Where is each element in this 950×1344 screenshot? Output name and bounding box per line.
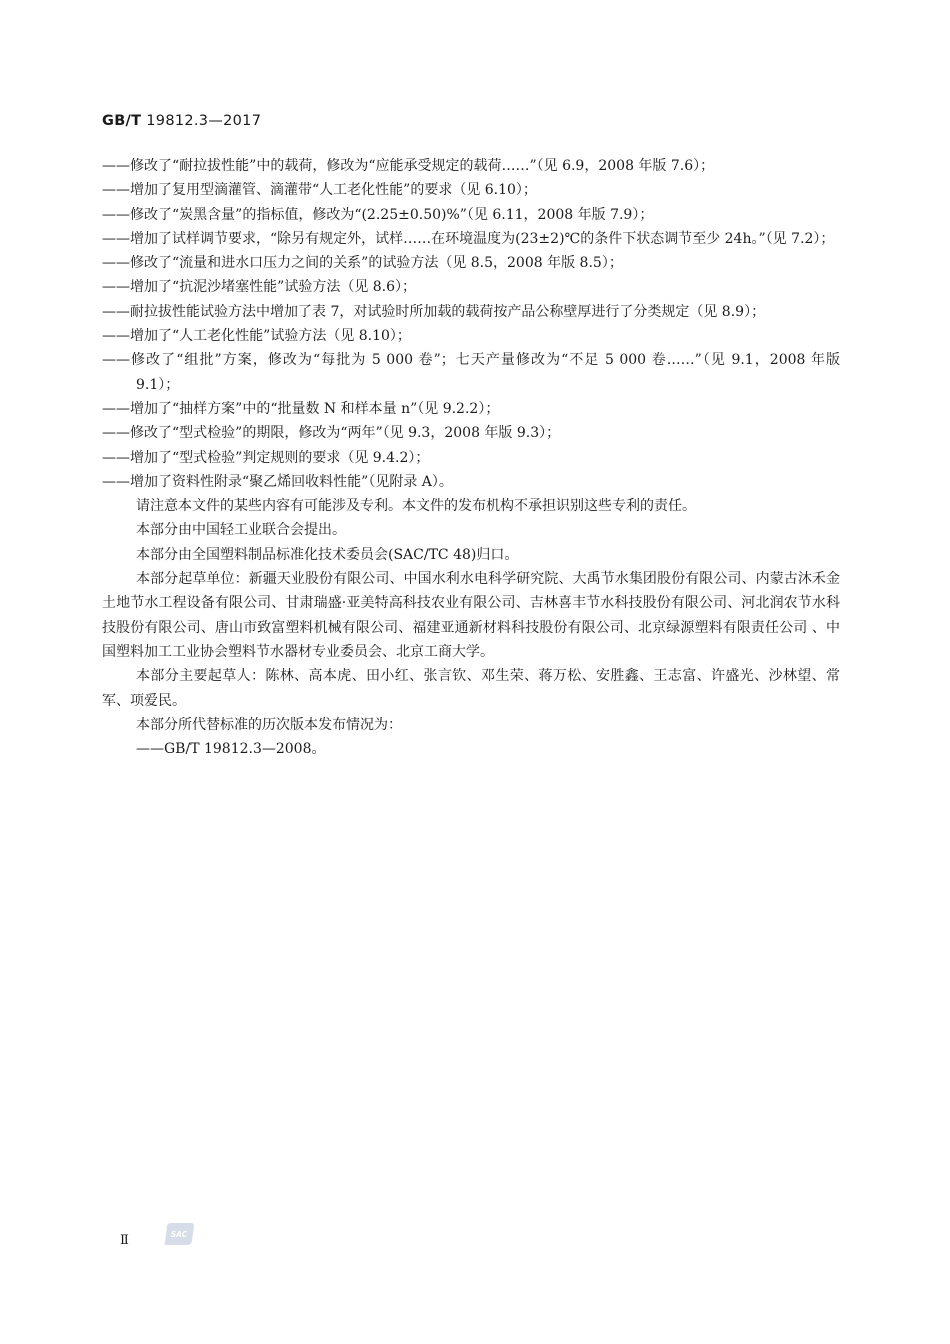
change-item: ——修改了“炭黑含量”的指标值，修改为“(2.25±0.50)%”（见 6.11，2008 年版 7.9）； xyxy=(102,206,654,223)
main-drafters: 本部分主要起草人：陈林、高本虎、田小红、张言钦、邓生荣、蒋万松、安胜鑫、王志富、许盛光、沙林望、常军、项爱民。 xyxy=(102,668,840,709)
change-item: ——增加了“抽样方案”中的“批量数 N 和样本量 n”（见 9.2.2）； xyxy=(102,400,500,417)
change-item: ——耐拉拔性能试验方法中增加了表 7，对试验时所加载的载荷按产品公称壁厚进行了分类规定（见 8.9）； xyxy=(102,303,766,320)
history-item: ——GB/T 19812.3—2008。 xyxy=(136,741,326,758)
change-item: ——修改了“流量和进水口压力之间的关系”的试验方法（见 8.5，2008 年版 8.5）； xyxy=(102,255,623,272)
change-item: ——修改了“型式检验”的期限，修改为“两年”（见 9.3，2008 年版 9.3）； xyxy=(102,425,561,442)
document-body xyxy=(102,154,840,761)
change-item: ——修改了“组批”方案，修改为“每批为 5 000 卷”；七天产量修改为“不足 5 000 卷……”（见 9.1，2008 年版 9.1）； xyxy=(102,352,840,393)
change-item: ——增加了复用型滴灌管、滴灌带“人工老化性能”的要求（见 6.10）； xyxy=(102,182,537,199)
patent-notice: 请注意本文件的某些内容有可能涉及专利。本文件的发布机构不承担识别这些专利的责任。 xyxy=(136,498,696,515)
standard-prefix: GB/T xyxy=(102,113,142,129)
sac-logo xyxy=(164,1221,195,1247)
standard-number xyxy=(102,113,261,129)
change-item: ——增加了资料性附录“聚乙烯回收料性能”（见附录 A）。 xyxy=(102,473,453,490)
change-item: ——修改了“耐拉拔性能”中的载荷，修改为“应能承受规定的载荷……”（见 6.9，2008 年版 7.6）； xyxy=(102,158,715,174)
page-number: Ⅱ xyxy=(120,1233,129,1248)
logo-text: SAC xyxy=(170,1230,188,1239)
change-item: ——增加了“人工老化性能”试验方法（见 8.10）； xyxy=(102,328,411,345)
change-list xyxy=(102,154,840,494)
history-intro: 本部分所代替标准的历次版本发布情况为： xyxy=(136,716,402,733)
centralized-by: 本部分由全国塑料制品标准化技术委员会(SAC/TC 48)归口。 xyxy=(136,546,519,563)
proposed-by: 本部分由中国轻工业联合会提出。 xyxy=(136,522,346,539)
change-item: ——增加了“抗泥沙堵塞性能”试验方法（见 8.6）； xyxy=(102,279,417,296)
standard-code: 19812.3—2017 xyxy=(146,113,262,129)
change-item: ——增加了“型式检验”判定规则的要求（见 9.4.2）； xyxy=(102,449,430,466)
change-item: ——增加了试样调节要求，“除另有规定外，试样……在环境温度为(23±2)℃的条件下状态调节至少 24h。”（见 7.2）； xyxy=(102,230,835,247)
drafting-units: 本部分起草单位：新疆天业股份有限公司、中国水利水电科学研究院、大禹节水集团股份有限公司、内蒙古沐禾金土地节水工程设备有限公司、甘肃瑞盛·亚美特高科技农业有限公司、吉林喜丰节水科技股份有限公司、河北润农节水科技股份有限公司、唐山市致富塑料机械有限公司、福建亚通新材料科技股份有限公司、北京绿源塑料有限责任公司 、中国塑料加工工业协会塑料节水器材专业委员会、北京工商大学。 xyxy=(102,571,840,660)
